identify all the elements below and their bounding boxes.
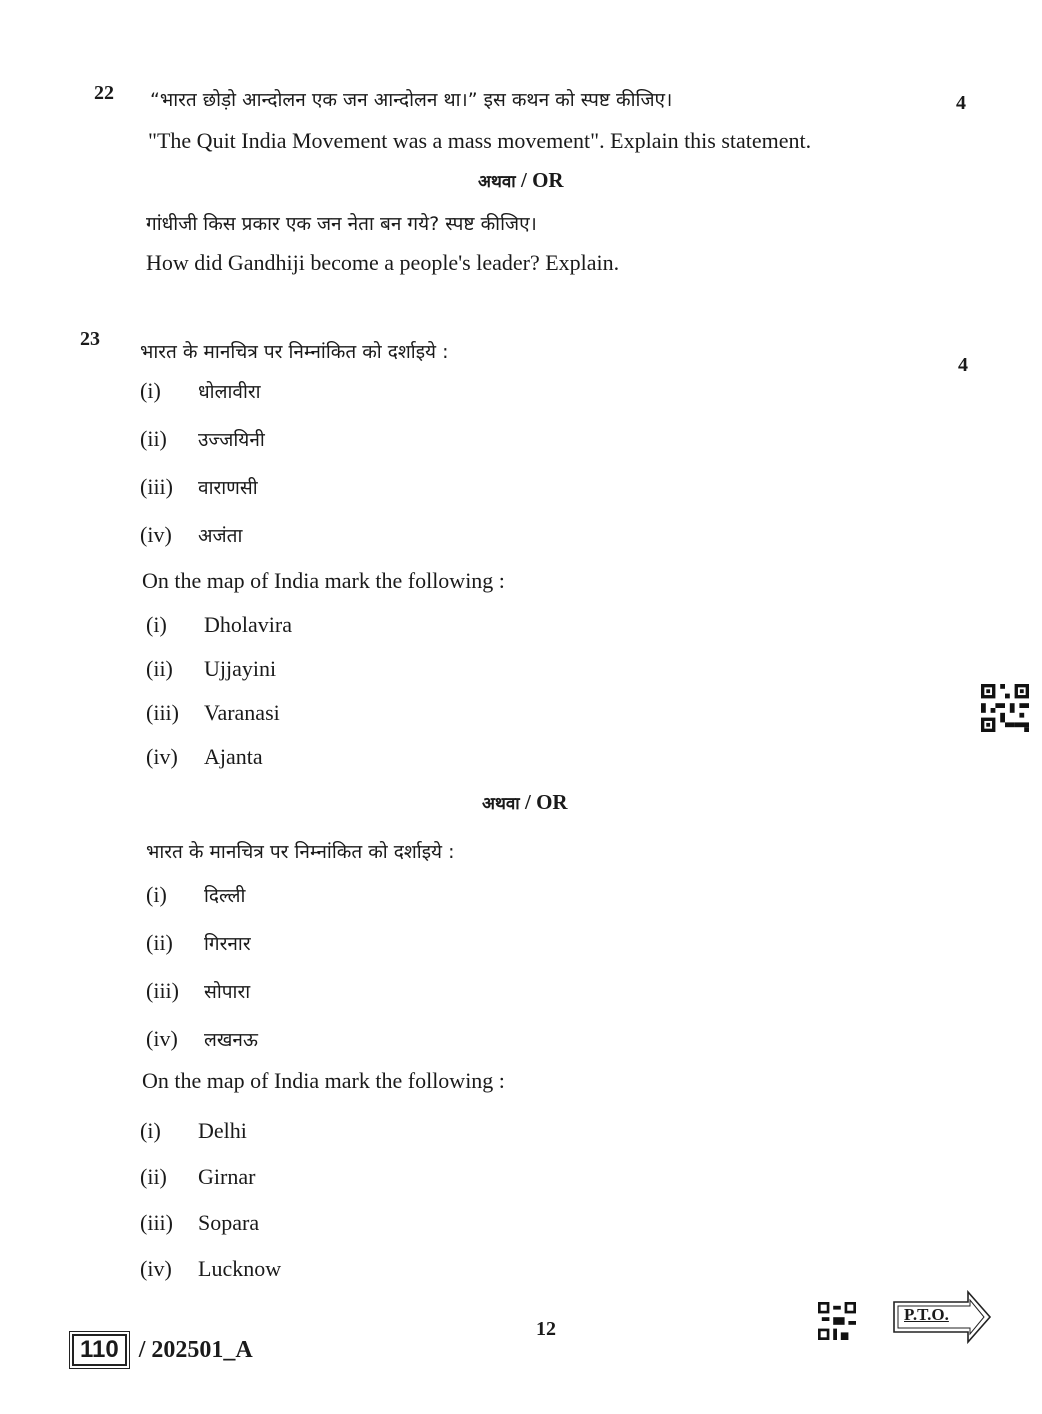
or-hindi: अथवा <box>478 172 516 192</box>
or-english: OR <box>532 168 564 192</box>
list-item <box>146 656 276 682</box>
item-number: (ii) <box>146 930 173 955</box>
map-instruction-english: On the map of India mark the following : <box>142 1068 505 1093</box>
or-english: OR <box>536 790 568 814</box>
list-item <box>140 1256 281 1282</box>
list-item <box>140 1210 259 1236</box>
item-place: लखनऊ <box>204 1029 258 1051</box>
alternative-question-hindi: गांधीजी किस प्रकार एक जन नेता बन गये? स्पष्ट कीजिए। <box>146 213 537 235</box>
item-place: Ujjayini <box>204 656 277 681</box>
pto-label: P.T.O. <box>904 1305 949 1324</box>
item-number: (iv) <box>140 522 172 547</box>
or-slash: / <box>519 790 537 814</box>
question-number: 23 <box>80 328 100 350</box>
map-instruction-hindi: भारत के मानचित्र पर निम्नांकित को दर्शाइये : <box>140 341 449 363</box>
item-number: (i) <box>140 378 161 403</box>
list-item <box>146 978 250 1004</box>
item-place: सोपारा <box>204 981 251 1003</box>
item-place: Girnar <box>198 1164 256 1189</box>
item-number: (ii) <box>140 1164 167 1189</box>
or-slash: / <box>515 168 533 192</box>
item-place: Sopara <box>198 1210 260 1235</box>
or-separator <box>482 790 568 815</box>
item-place: Ajanta <box>204 744 263 769</box>
item-number: (iv) <box>146 744 178 769</box>
list-item <box>140 426 265 452</box>
item-place: Delhi <box>198 1118 247 1143</box>
paper-code-suffix: / 202501_A <box>138 1337 253 1363</box>
pto-badge <box>890 1288 994 1350</box>
question-text-english: "The Quit India Movement was a mass movement". Explain this statement. <box>148 128 812 153</box>
item-number: (iii) <box>140 1210 173 1235</box>
list-item <box>146 930 251 956</box>
map-instruction-english: On the map of India mark the following : <box>142 568 505 593</box>
list-item <box>146 882 245 908</box>
item-place: Dholavira <box>204 612 292 637</box>
item-number: (iv) <box>146 1026 178 1051</box>
item-number: (iii) <box>146 978 179 1003</box>
list-item <box>146 612 292 638</box>
item-place: Varanasi <box>204 700 280 725</box>
paper-code-box: 110 <box>72 1334 127 1366</box>
item-number: (iii) <box>146 700 179 725</box>
list-item <box>146 744 263 770</box>
map-instruction-hindi: भारत के मानचित्र पर निम्नांकित को दर्शाइये : <box>146 841 455 863</box>
barcode-qr-icon <box>816 1302 858 1340</box>
paper-code <box>72 1334 253 1366</box>
item-place: दिल्ली <box>204 885 246 907</box>
list-item <box>140 1164 255 1190</box>
qr-code-icon <box>980 684 1030 732</box>
item-place: उज्जयिनी <box>198 429 265 451</box>
or-separator <box>478 168 564 193</box>
question-marks: 4 <box>958 354 968 376</box>
list-item <box>140 522 242 548</box>
item-number: (i) <box>146 612 167 637</box>
item-number: (iii) <box>140 474 173 499</box>
list-item <box>140 1118 247 1144</box>
alternative-question-english: How did Gandhiji become a people's leader? Explain. <box>146 250 620 275</box>
question-number: 22 <box>94 82 114 104</box>
item-place: वाराणसी <box>198 477 258 499</box>
page-number: 12 <box>536 1318 556 1340</box>
item-number: (ii) <box>146 656 173 681</box>
item-place: धोलावीरा <box>198 381 261 403</box>
list-item <box>146 700 280 726</box>
question-text-hindi: “भारत छोड़ो आन्दोलन एक जन आन्दोलन था।” इस कथन को स्पष्ट कीजिए। <box>150 89 673 111</box>
question-marks: 4 <box>956 92 966 114</box>
list-item <box>140 378 261 404</box>
item-place: अजंता <box>198 525 243 547</box>
list-item <box>140 474 258 500</box>
item-number: (i) <box>140 1118 161 1143</box>
item-number: (iv) <box>140 1256 172 1281</box>
item-number: (ii) <box>140 426 167 451</box>
item-place: Lucknow <box>198 1256 282 1281</box>
or-hindi: अथवा <box>482 794 520 814</box>
list-item <box>146 1026 258 1052</box>
item-place: गिरनार <box>204 933 251 955</box>
item-number: (i) <box>146 882 167 907</box>
